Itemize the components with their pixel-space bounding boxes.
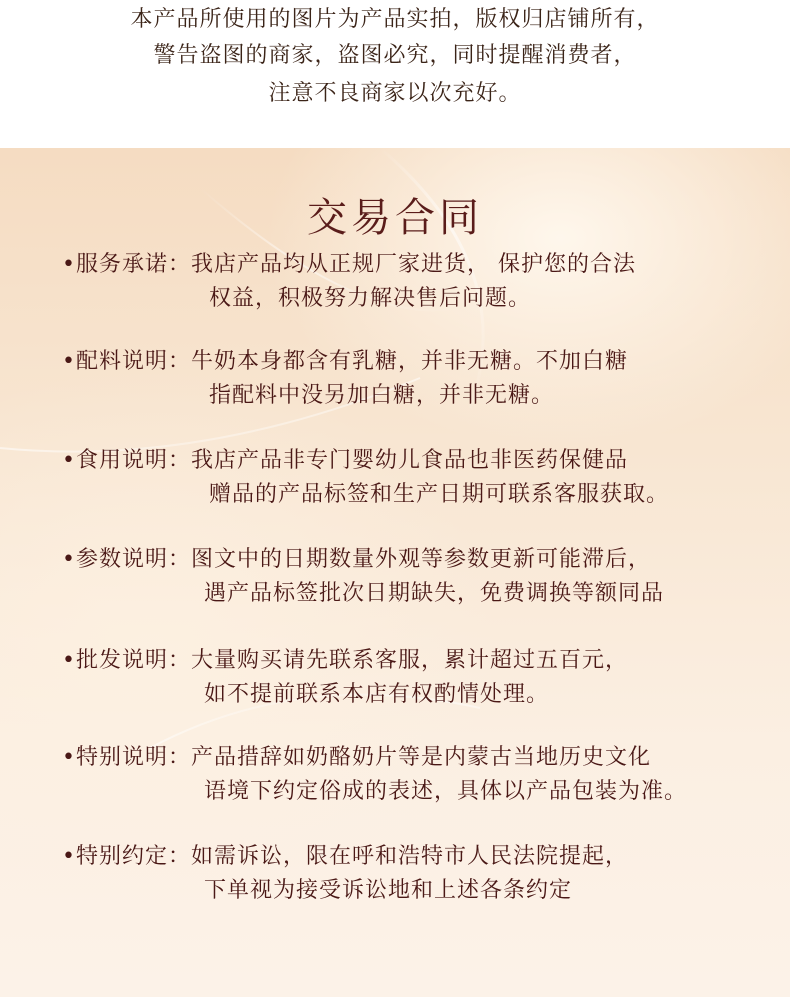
item-text-line1: 产品措辞如奶酪奶片等是内蒙古当地历史文化 — [190, 745, 651, 770]
item-label: •食用说明： — [62, 448, 191, 473]
item-label: •参数说明： — [62, 547, 191, 572]
item-label: •特别说明： — [62, 745, 191, 770]
item-text-line1: 大量购买请先联系客服，累计超过五百元， — [190, 648, 628, 673]
item-text-line2: 指配料中没另加白糖，并非无糖。 — [209, 383, 555, 408]
item-text-line2: 语境下约定俗成的表述，具体以产品包装为准。 — [204, 779, 688, 804]
item-label: •服务承诺： — [62, 252, 191, 277]
item-text-line2: 遇产品标签批次日期缺失，免费调换等额同品 — [204, 581, 665, 606]
notice-line: 注意不良商家以次充好。 — [268, 81, 522, 106]
item-text-line1: 如需诉讼，限在呼和浩特市人民法院提起， — [190, 844, 628, 869]
item-label: •批发说明： — [62, 648, 191, 673]
item-text-line1: 牛奶本身都含有乳糖，并非无糖。不加白糖 — [190, 349, 628, 374]
item-label: •配料说明： — [62, 349, 191, 374]
contract-panel — [0, 148, 790, 997]
item-text-line2: 权益，积极努力解决售后问题。 — [209, 286, 532, 311]
copyright-notice — [0, 0, 790, 148]
item-text-line2: 如不提前联系本店有权酌情处理。 — [204, 682, 550, 707]
notice-line: 警告盗图的商家，盗图必究，同时提醒消费者， — [153, 43, 637, 68]
item-text-line2: 下单视为接受诉讼地和上述各条约定 — [204, 878, 573, 903]
item-label: •特别约定： — [62, 844, 191, 869]
notice-line: 本产品所使用的图片为产品实拍，版权归店铺所有， — [130, 7, 660, 32]
item-text-line1: 我店产品非专门婴幼儿食品也非医药保健品 — [190, 448, 628, 473]
item-text-line2: 赠品的产品标签和生产日期可联系客服获取。 — [209, 482, 670, 507]
contract-title: 交易合同 — [307, 195, 483, 241]
item-text-line1: 图文中的日期数量外观等参数更新可能滞后， — [190, 547, 651, 572]
item-text-line1: 我店产品均从正规厂家进货， 保护您的合法 — [190, 252, 636, 277]
